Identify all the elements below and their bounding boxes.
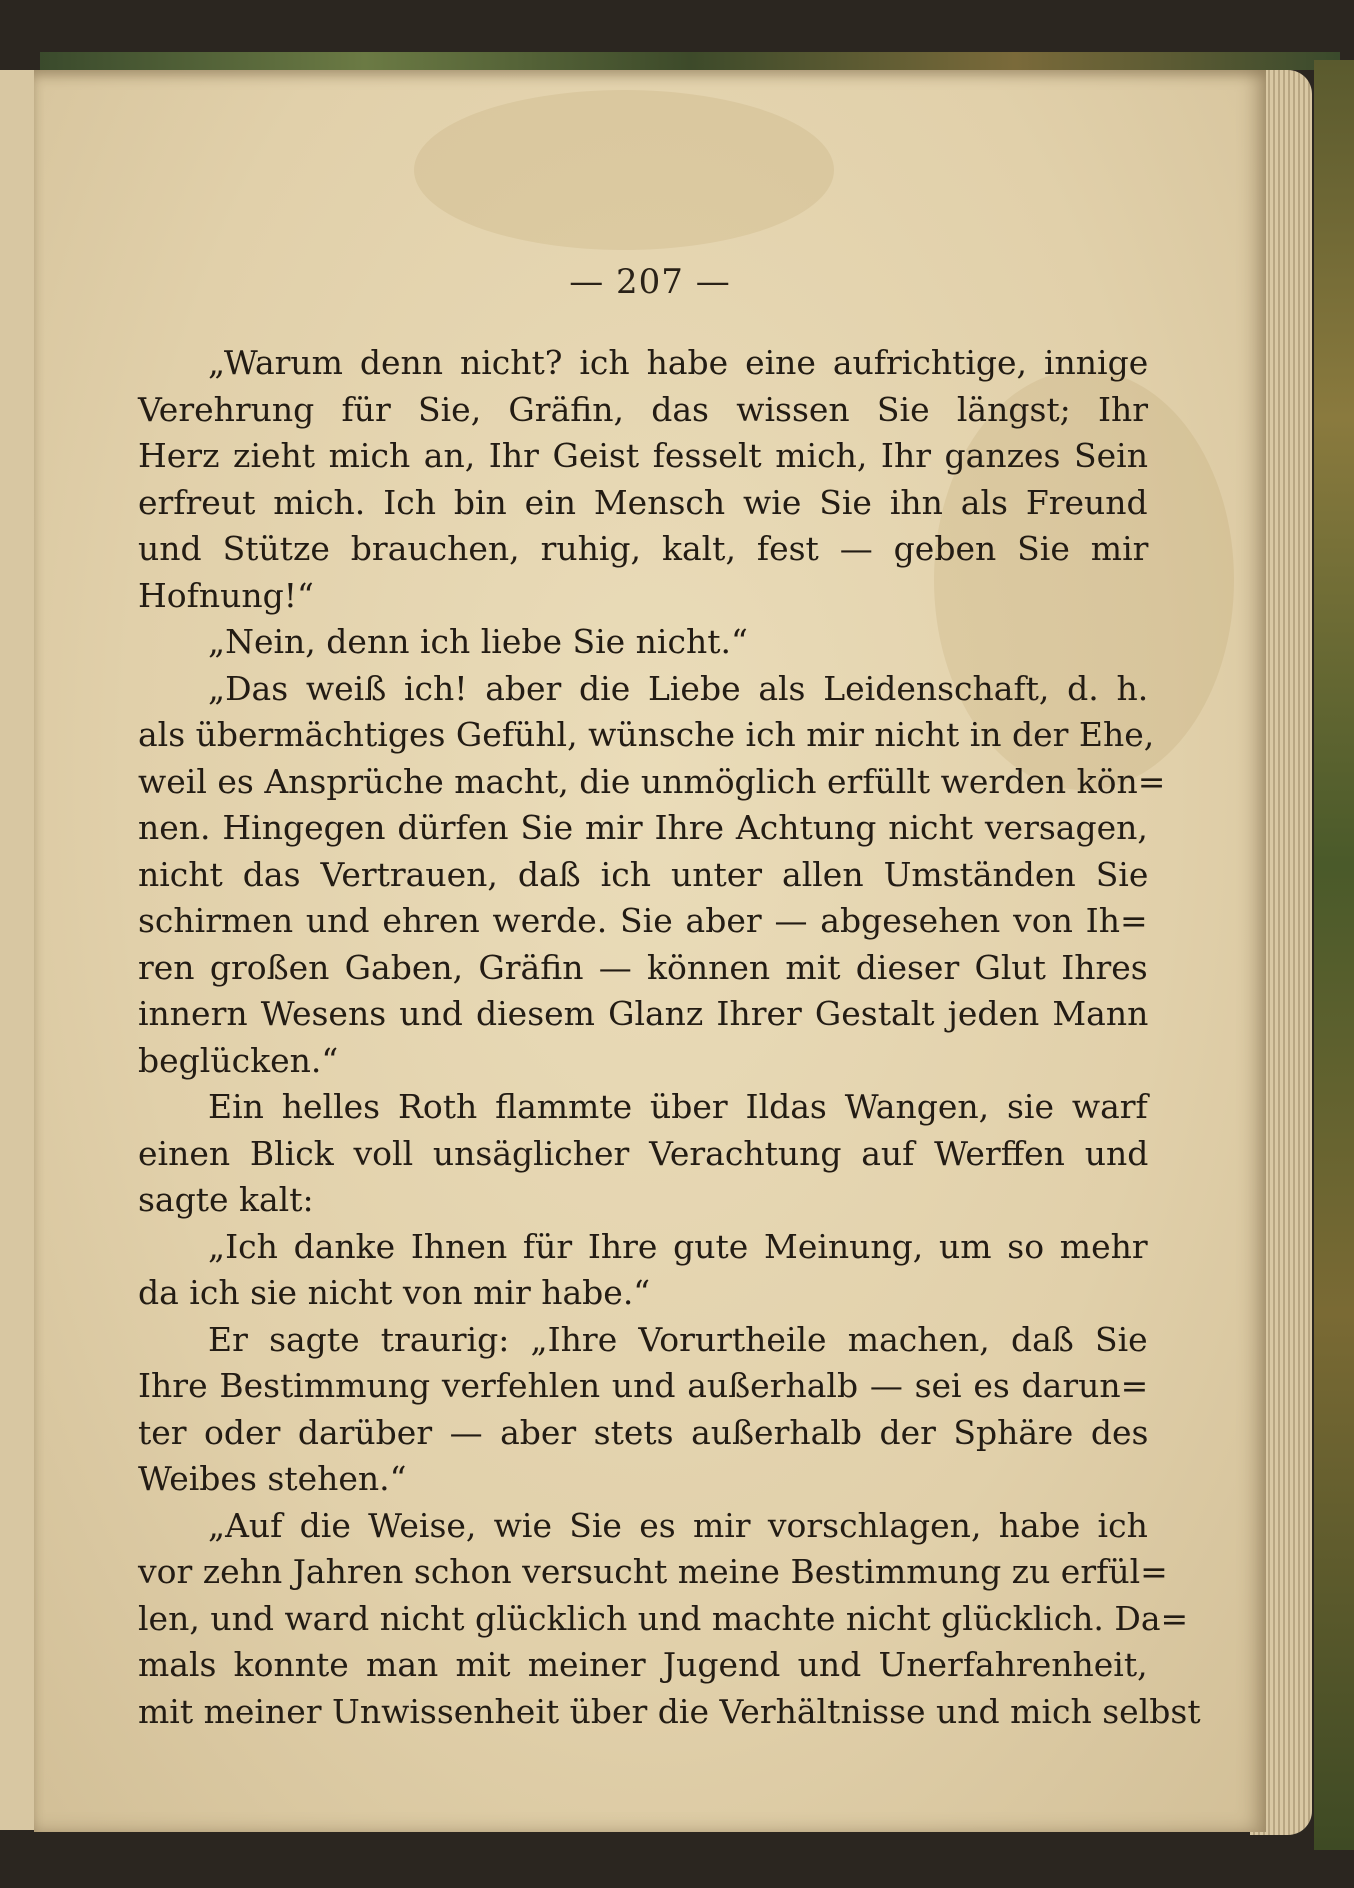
text-line: schirmen und ehren werde. Sie aber — abgesehen von Ih=	[138, 901, 1148, 940]
text-line: „Das weiß ich! aber die Liebe als Leidenschaft, d. h.	[208, 668, 1149, 708]
text-line: innern Wesens und diesem Glanz Ihrer Gestalt jeden Mann	[138, 994, 1149, 1033]
book-cover-right-edge	[1314, 60, 1354, 1850]
paragraph	[138, 340, 1148, 619]
text-line: einen Blick voll unsäglicher Verachtung auf Werffen und	[138, 1133, 1149, 1173]
text-line: beglücken.“	[138, 1040, 339, 1080]
text-line: mals konnte man mit meiner Jugend und Unerfahrenheit,	[138, 1645, 1148, 1684]
text-line: Weibes stehen.“	[138, 1459, 407, 1498]
page-number: — 207 —	[569, 262, 731, 302]
book-page	[34, 70, 1266, 1832]
text-line: „Ich danke Ihnen für Ihre gute Meinung, um so mehr	[208, 1226, 1148, 1266]
text-line: und Stütze brauchen, ruhig, kalt, fest — geben Sie mir	[138, 529, 1149, 568]
text-line: da ich sie nicht von mir habe.“	[138, 1273, 651, 1312]
body-text	[138, 340, 1201, 1735]
text-line: Hofnung!“	[138, 575, 314, 615]
text-line: Ihre Bestimmung verfehlen und außerhalb — sei es darun=	[138, 1366, 1149, 1405]
paragraph	[138, 1084, 1148, 1224]
text-line: Ein helles Roth flammte über Ildas Wangen, sie warf	[208, 1087, 1148, 1126]
book-cover-top-edge	[40, 52, 1340, 70]
paragraph	[138, 1224, 1148, 1317]
text-line: Er sagte traurig: „Ihre Vorurtheile machen, daß Sie	[208, 1319, 1148, 1359]
paragraph	[138, 666, 1166, 1085]
text-line: „Auf die Weise, wie Sie es mir vorschlagen, habe ich	[208, 1505, 1148, 1545]
text-line: nicht das Vertrauen, daß ich unter allen Umständen Sie	[138, 854, 1149, 894]
text-line: „Nein, denn ich liebe Sie nicht.“	[208, 622, 748, 661]
text-line: mit meiner Unwissenheit über die Verhältnisse und mich selbst	[138, 1691, 1201, 1731]
text-line: sagte kalt:	[138, 1180, 314, 1219]
text-line: Verehrung für Sie, Gräfin, das wissen Sie längst; Ihr	[138, 389, 1149, 429]
text-line: als übermächtiges Gefühl, wünsche ich mir nicht in der Ehe,	[138, 715, 1155, 754]
text-line: weil es Ansprüche macht, die unmöglich erfüllt werden kön=	[138, 761, 1166, 801]
text-line: vor zehn Jahren schon versucht meine Bestimmung zu erfül=	[138, 1552, 1168, 1591]
text-line: ter oder darüber — aber stets außerhalb der Sphäre des	[138, 1412, 1149, 1452]
text-line: „Warum denn nicht? ich habe eine aufrichtige, innige	[208, 343, 1149, 382]
paragraph	[138, 619, 1148, 666]
text-line: nen. Hingegen dürfen Sie mir Ihre Achtung nicht versagen,	[138, 808, 1148, 847]
text-line: Herz zieht mich an, Ihr Geist fesselt mich, Ihr ganzes Sein	[138, 436, 1148, 475]
text-line: erfreut mich. Ich bin ein Mensch wie Sie ihn als Freund	[138, 482, 1148, 522]
paragraph	[138, 1317, 1148, 1503]
paper-stain	[414, 90, 834, 250]
text-line: len, und ward nicht glücklich und machte nicht glücklich. Da=	[138, 1598, 1189, 1638]
text-line: ren großen Gaben, Gräfin — können mit dieser Glut Ihres	[138, 947, 1148, 987]
paragraph	[138, 1503, 1201, 1736]
facing-page-edge	[0, 70, 36, 1830]
